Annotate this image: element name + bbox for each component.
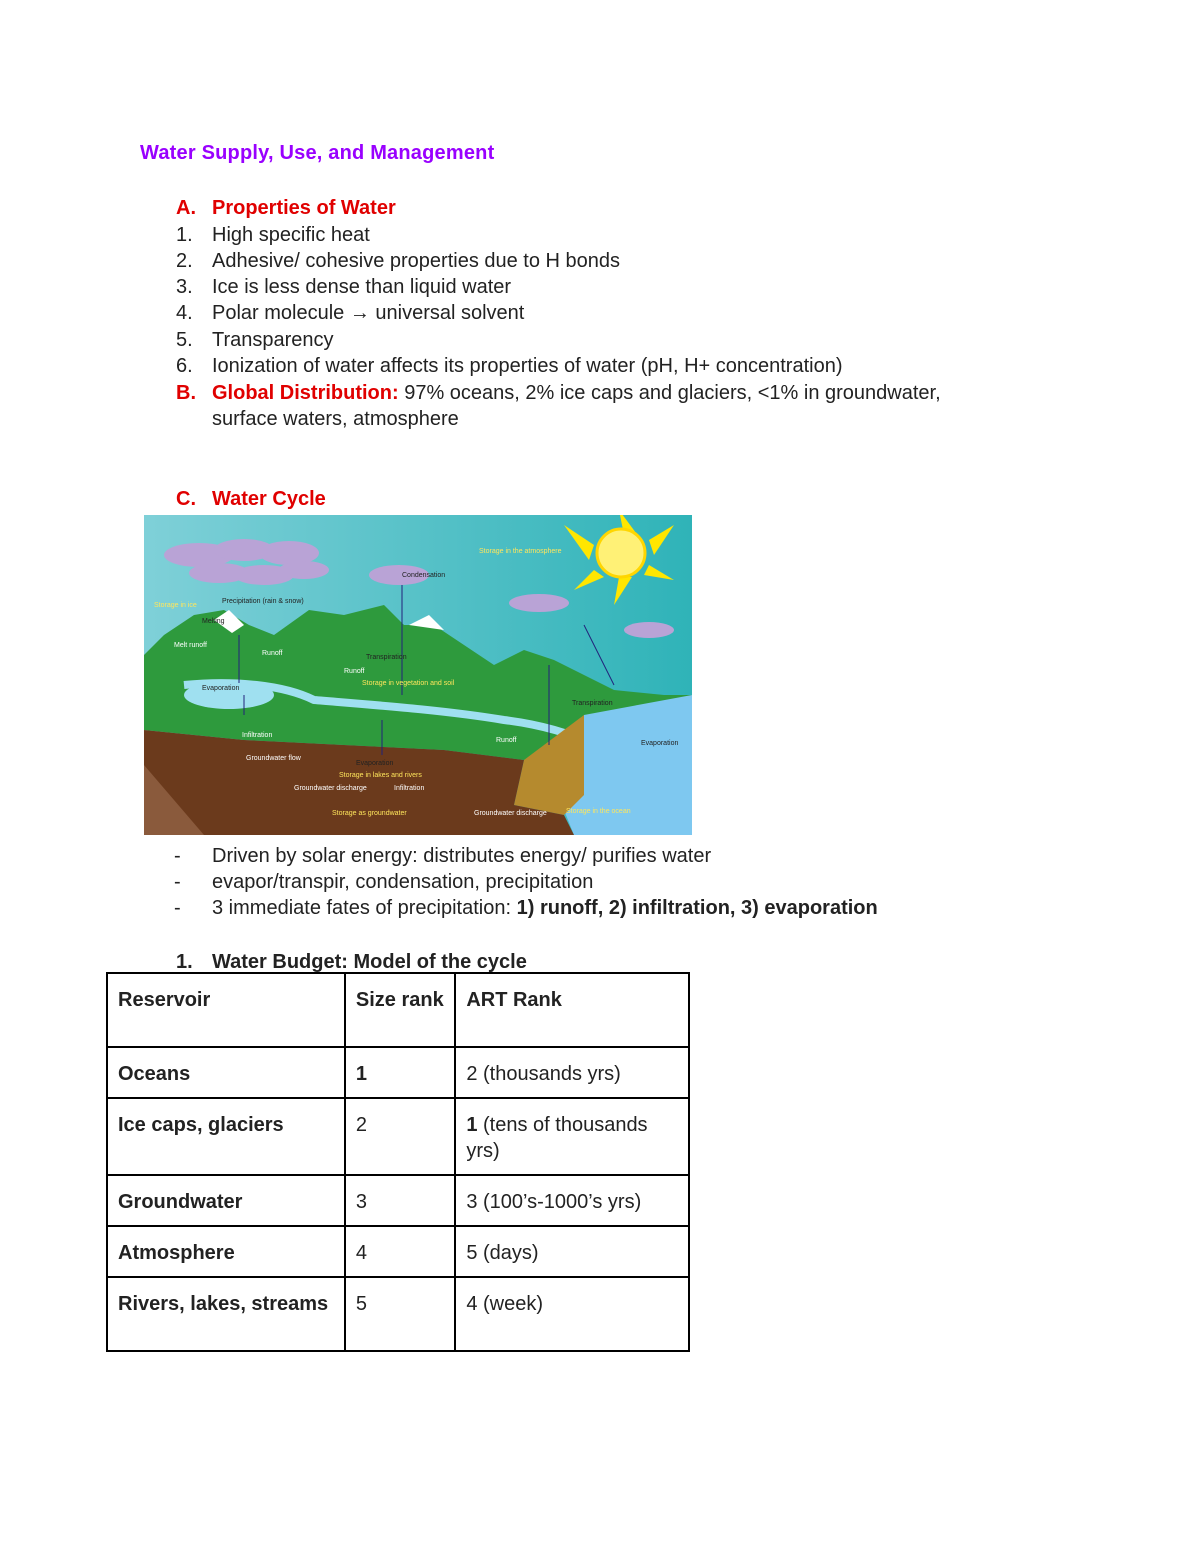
section-b-text: 97% oceans, 2% ice caps and glaciers, <1% in groundwater, xyxy=(398,382,941,404)
document-title: Water Supply, Use, and Management xyxy=(140,142,495,164)
diagram-label: Groundwater flow xyxy=(246,755,301,762)
table-cell: Groundwater xyxy=(107,1175,345,1226)
diagram-label: Storage as groundwater xyxy=(332,810,407,817)
table-row xyxy=(107,1047,689,1098)
diagram-label: Condensation xyxy=(402,572,446,579)
table-cell: 1 xyxy=(345,1047,455,1098)
diagram-label: Storage in ice xyxy=(154,602,197,609)
table-cell: 5 xyxy=(345,1277,455,1351)
diagram-label: Evaporation xyxy=(641,740,679,747)
diagram-label: Groundwater discharge xyxy=(474,810,547,817)
diagram-label: Infiltration xyxy=(242,732,273,739)
water-budget-table xyxy=(106,972,690,1352)
table-cell: Ice caps, glaciers xyxy=(107,1098,345,1175)
table-cell: 4 (week) xyxy=(455,1277,689,1351)
section-b-label: Global Distribution: xyxy=(212,382,399,404)
table-cell: 3 xyxy=(345,1175,455,1226)
table-cell: 5 (days) xyxy=(455,1226,689,1277)
table-row xyxy=(107,1098,689,1175)
table-row xyxy=(107,1226,689,1277)
table-cell: Atmosphere xyxy=(107,1226,345,1277)
document-page: Water Supply, Use, and Management A. Properties of Water 1. High specific heat 2. Adhesive/ cohesive properties due to H bonds 3. Ice is less dense than liquid water 4. Polar molecule → universal solvent 5. Transparency 6. Ionization of water affects its properties of water (pH, H+ concentration) B. Global Distribution: 97% oceans, 2% ice caps and glaciers, <1% in groundwater, surface waters, atmosphere C. Water Cycle Storage in the atmosphere Condensation Precipitation (rain & snow) Storage in ice Melting Melt runoff Runoff Runoff Runoff Transpiration Transpiration Storage in vegetation and soil Evaporation Evaporation Evaporation Infiltration Infiltration Groundwater flow Groundwater discharge Groundwater discharge Storage in lakes and rivers Storage as groundwater Storage in the ocean - Driven by solar energy: distributes energy/ purifies water - evapor/transpir, condensation, precipitation - 3 immediate fates of precipitation: 1) runoff, 2) infiltration, 3) evaporation 1. Water Budget: Model of the cycle Reservoir Size rank ART Rank Oceans 1 2 (thousands yrs) Ice caps, glaciers 2 1 (tens of thousands yrs) Groundwater 3 3 (100’s-1000’s yrs) Atmosphere 4 5 (days) Rivers, lakes, streams 5 4 (week) xyxy=(0,0,1200,1553)
diagram-label: Transpiration xyxy=(366,654,407,661)
diagram-label: Evaporation xyxy=(356,760,394,767)
table-cell: 1 (tens of thousands yrs) xyxy=(455,1098,689,1175)
table-row xyxy=(107,1175,689,1226)
diagram-label: Runoff xyxy=(344,668,365,675)
table-header-cell: Reservoir xyxy=(107,973,345,1047)
diagram-label: Melt runoff xyxy=(174,642,207,649)
bullet-emphasis: 1) runoff, 2) infiltration, 3) evaporation xyxy=(516,897,878,919)
diagram-label: Runoff xyxy=(262,650,283,657)
table-header-cell: ART Rank xyxy=(455,973,689,1047)
diagram-label: Transpiration xyxy=(572,700,613,707)
table-cell: Oceans xyxy=(107,1047,345,1098)
diagram-label: Groundwater discharge xyxy=(294,785,367,792)
table-cell: 2 (thousands yrs) xyxy=(455,1047,689,1098)
table-cell: Rivers, lakes, streams xyxy=(107,1277,345,1351)
table-header-cell: Size rank xyxy=(345,973,455,1047)
diagram-label: Storage in the atmosphere xyxy=(479,548,562,555)
table-row xyxy=(107,1277,689,1351)
diagram-label: Evaporation xyxy=(202,685,240,692)
diagram-label: Melting xyxy=(202,618,225,625)
table-cell: 3 (100’s-1000’s yrs) xyxy=(455,1175,689,1226)
diagram-label: Runoff xyxy=(496,737,517,744)
diagram-label: Storage in the ocean xyxy=(566,808,631,815)
table-header-row xyxy=(107,973,689,1047)
table-cell: 2 xyxy=(345,1098,455,1175)
water-cycle-diagram xyxy=(144,515,692,835)
diagram-label: Storage in vegetation and soil xyxy=(362,680,455,687)
diagram-label: Storage in lakes and rivers xyxy=(339,772,422,779)
diagram-label: Precipitation (rain & snow) xyxy=(222,598,304,605)
diagram-label: Infiltration xyxy=(394,785,425,792)
table-cell: 4 xyxy=(345,1226,455,1277)
